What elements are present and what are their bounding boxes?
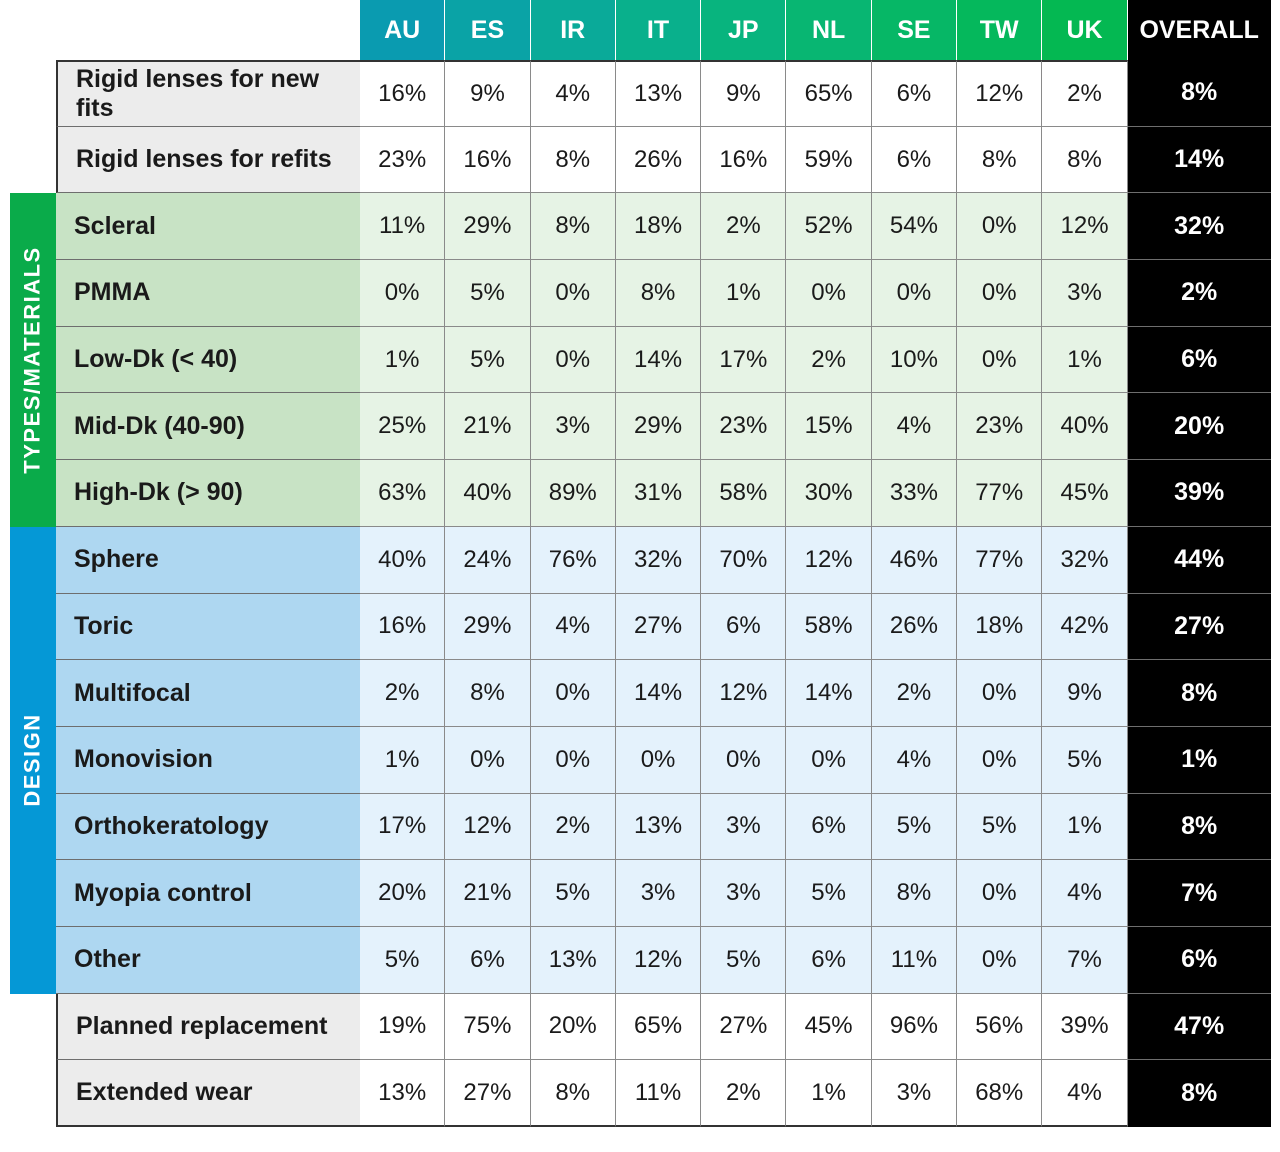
table-cell-overall: 2% (1128, 260, 1271, 327)
table-cell-jp: 0% (701, 727, 786, 794)
table-cell-uk: 8% (1042, 127, 1127, 194)
table-cell-it: 31% (616, 460, 701, 527)
row-label: Multifocal (56, 660, 360, 727)
row-label: Rigid lenses for new fits (56, 60, 360, 127)
table-cell-ir: 4% (531, 60, 616, 127)
table-cell-nl: 6% (786, 927, 871, 994)
table-cell-au: 16% (360, 594, 445, 661)
table-cell-au: 17% (360, 794, 445, 861)
table-cell-au: 40% (360, 527, 445, 594)
table-cell-uk: 4% (1042, 1060, 1127, 1127)
table-cell-uk: 45% (1042, 460, 1127, 527)
table-cell-es: 27% (445, 1060, 530, 1127)
table-cell-jp: 2% (701, 193, 786, 260)
table-cell-nl: 30% (786, 460, 871, 527)
table-cell-uk: 3% (1042, 260, 1127, 327)
table-cell-overall: 6% (1128, 927, 1271, 994)
table-cell-ir: 13% (531, 927, 616, 994)
table-cell-tw: 0% (957, 860, 1042, 927)
table-cell-it: 32% (616, 527, 701, 594)
table-cell-tw: 5% (957, 794, 1042, 861)
table-cell-ir: 0% (531, 260, 616, 327)
table-cell-nl: 14% (786, 660, 871, 727)
table-cell-ir: 8% (531, 127, 616, 194)
table-cell-overall: 14% (1128, 127, 1271, 194)
column-header-tw: TW (957, 0, 1042, 60)
table-cell-it: 3% (616, 860, 701, 927)
table-cell-jp: 23% (701, 393, 786, 460)
table-cell-overall: 20% (1128, 393, 1271, 460)
row-label: Planned replacement (56, 994, 360, 1061)
table-cell-uk: 40% (1042, 393, 1127, 460)
table-cell-tw: 0% (957, 260, 1042, 327)
table-cell-uk: 2% (1042, 60, 1127, 127)
row-label: Monovision (56, 727, 360, 794)
table-cell-uk: 12% (1042, 193, 1127, 260)
table-cell-nl: 58% (786, 594, 871, 661)
table-cell-se: 4% (872, 727, 957, 794)
table-cell-tw: 18% (957, 594, 1042, 661)
table-cell-es: 8% (445, 660, 530, 727)
table-cell-overall: 32% (1128, 193, 1271, 260)
table-cell-nl: 52% (786, 193, 871, 260)
table-cell-ir: 2% (531, 794, 616, 861)
table-cell-ir: 8% (531, 1060, 616, 1127)
table-cell-se: 11% (872, 927, 957, 994)
row-label: Sphere (56, 527, 360, 594)
row-label: Low-Dk (< 40) (56, 327, 360, 394)
table-cell-overall: 8% (1128, 1060, 1271, 1127)
column-header-overall: OVERALL (1128, 0, 1271, 60)
table-cell-uk: 7% (1042, 927, 1127, 994)
table-cell-se: 5% (872, 794, 957, 861)
table-cell-ir: 20% (531, 994, 616, 1061)
table-cell-au: 20% (360, 860, 445, 927)
table-cell-ir: 0% (531, 327, 616, 394)
column-header-se: SE (872, 0, 957, 60)
column-header-es: ES (445, 0, 530, 60)
table-cell-nl: 0% (786, 260, 871, 327)
table-cell-overall: 6% (1128, 327, 1271, 394)
table-cell-es: 40% (445, 460, 530, 527)
table-cell-nl: 59% (786, 127, 871, 194)
table-cell-es: 9% (445, 60, 530, 127)
table-cell-jp: 1% (701, 260, 786, 327)
table-cell-tw: 8% (957, 127, 1042, 194)
column-header-it: IT (616, 0, 701, 60)
table-cell-ir: 5% (531, 860, 616, 927)
table-cell-jp: 17% (701, 327, 786, 394)
table-cell-es: 0% (445, 727, 530, 794)
table-cell-jp: 16% (701, 127, 786, 194)
row-label: Rigid lenses for refits (56, 127, 360, 194)
table-cell-nl: 0% (786, 727, 871, 794)
table-cell-es: 16% (445, 127, 530, 194)
table-cell-tw: 12% (957, 60, 1042, 127)
table-cell-overall: 8% (1128, 60, 1271, 127)
table-cell-uk: 5% (1042, 727, 1127, 794)
table-cell-es: 12% (445, 794, 530, 861)
table-cell-se: 33% (872, 460, 957, 527)
table-cell-jp: 2% (701, 1060, 786, 1127)
table-cell-it: 8% (616, 260, 701, 327)
table-cell-au: 25% (360, 393, 445, 460)
table-cell-uk: 4% (1042, 860, 1127, 927)
table-cell-au: 5% (360, 927, 445, 994)
table-cell-se: 2% (872, 660, 957, 727)
table-cell-it: 14% (616, 327, 701, 394)
table-cell-es: 75% (445, 994, 530, 1061)
row-label: Scleral (56, 193, 360, 260)
table-cell-se: 4% (872, 393, 957, 460)
table-cell-nl: 2% (786, 327, 871, 394)
table-cell-it: 12% (616, 927, 701, 994)
table-cell-se: 10% (872, 327, 957, 394)
table-cell-overall: 39% (1128, 460, 1271, 527)
table-cell-se: 6% (872, 127, 957, 194)
table-cell-jp: 58% (701, 460, 786, 527)
table-cell-jp: 27% (701, 994, 786, 1061)
table-cell-jp: 12% (701, 660, 786, 727)
group-band-label: TYPES/MATERIALS (20, 246, 46, 474)
table-cell-it: 13% (616, 60, 701, 127)
table-cell-ir: 8% (531, 193, 616, 260)
table-cell-au: 0% (360, 260, 445, 327)
column-header-jp: JP (701, 0, 786, 60)
table-cell-nl: 65% (786, 60, 871, 127)
table-cell-ir: 0% (531, 660, 616, 727)
table-cell-ir: 3% (531, 393, 616, 460)
table-cell-overall: 44% (1128, 527, 1271, 594)
table-cell-es: 29% (445, 193, 530, 260)
table-cell-overall: 47% (1128, 994, 1271, 1061)
table-cell-se: 6% (872, 60, 957, 127)
row-label: PMMA (56, 260, 360, 327)
table-cell-it: 29% (616, 393, 701, 460)
table-cell-es: 21% (445, 860, 530, 927)
table-cell-ir: 89% (531, 460, 616, 527)
table-cell-nl: 15% (786, 393, 871, 460)
table-cell-se: 26% (872, 594, 957, 661)
table-cell-au: 1% (360, 327, 445, 394)
table-cell-it: 65% (616, 994, 701, 1061)
table-cell-jp: 70% (701, 527, 786, 594)
table-cell-tw: 0% (957, 193, 1042, 260)
table-cell-it: 0% (616, 727, 701, 794)
table-cell-nl: 12% (786, 527, 871, 594)
table-cell-jp: 9% (701, 60, 786, 127)
table-cell-nl: 6% (786, 794, 871, 861)
table-cell-se: 0% (872, 260, 957, 327)
table-cell-it: 11% (616, 1060, 701, 1127)
table-cell-tw: 56% (957, 994, 1042, 1061)
table-cell-uk: 42% (1042, 594, 1127, 661)
table-cell-nl: 1% (786, 1060, 871, 1127)
table-cell-overall: 7% (1128, 860, 1271, 927)
table-cell-tw: 23% (957, 393, 1042, 460)
table-cell-it: 13% (616, 794, 701, 861)
column-header-au: AU (360, 0, 445, 60)
row-label: Extended wear (56, 1060, 360, 1127)
table-cell-it: 27% (616, 594, 701, 661)
table-cell-overall: 8% (1128, 660, 1271, 727)
table-cell-tw: 68% (957, 1060, 1042, 1127)
table-cell-tw: 0% (957, 927, 1042, 994)
table-cell-es: 5% (445, 327, 530, 394)
column-header-ir: IR (531, 0, 616, 60)
table-cell-nl: 45% (786, 994, 871, 1061)
table-cell-au: 23% (360, 127, 445, 194)
table-cell-uk: 39% (1042, 994, 1127, 1061)
group-band-label: DESIGN (20, 713, 46, 807)
table-cell-es: 21% (445, 393, 530, 460)
row-label: Other (56, 927, 360, 994)
column-header-nl: NL (786, 0, 871, 60)
table-cell-se: 3% (872, 1060, 957, 1127)
row-label: Mid-Dk (40-90) (56, 393, 360, 460)
table-cell-tw: 77% (957, 527, 1042, 594)
table-cell-overall: 1% (1128, 727, 1271, 794)
table-cell-au: 63% (360, 460, 445, 527)
table-cell-au: 2% (360, 660, 445, 727)
table-cell-jp: 3% (701, 794, 786, 861)
table-cell-es: 29% (445, 594, 530, 661)
table-cell-it: 18% (616, 193, 701, 260)
table-cell-se: 54% (872, 193, 957, 260)
table-cell-jp: 3% (701, 860, 786, 927)
table-cell-uk: 1% (1042, 794, 1127, 861)
table-cell-es: 5% (445, 260, 530, 327)
table-cell-tw: 0% (957, 660, 1042, 727)
table-cell-uk: 1% (1042, 327, 1127, 394)
table-cell-overall: 27% (1128, 594, 1271, 661)
table-cell-ir: 76% (531, 527, 616, 594)
table-cell-se: 46% (872, 527, 957, 594)
row-label: High-Dk (> 90) (56, 460, 360, 527)
table-cell-ir: 4% (531, 594, 616, 661)
table-cell-se: 96% (872, 994, 957, 1061)
table-cell-tw: 77% (957, 460, 1042, 527)
table-cell-nl: 5% (786, 860, 871, 927)
table-cell-au: 19% (360, 994, 445, 1061)
table-cell-au: 16% (360, 60, 445, 127)
table-cell-au: 13% (360, 1060, 445, 1127)
table-cell-uk: 32% (1042, 527, 1127, 594)
table-cell-tw: 0% (957, 727, 1042, 794)
table-cell-overall: 8% (1128, 794, 1271, 861)
row-label: Toric (56, 594, 360, 661)
table-cell-jp: 5% (701, 927, 786, 994)
table-cell-it: 14% (616, 660, 701, 727)
group-band-types-materials (10, 193, 56, 526)
table-cell-jp: 6% (701, 594, 786, 661)
row-label: Myopia control (56, 860, 360, 927)
table-cell-es: 24% (445, 527, 530, 594)
table-cell-au: 11% (360, 193, 445, 260)
row-label: Orthokeratology (56, 794, 360, 861)
table-cell-au: 1% (360, 727, 445, 794)
group-band-design (10, 527, 56, 994)
table-cell-ir: 0% (531, 727, 616, 794)
table-cell-it: 26% (616, 127, 701, 194)
table-cell-tw: 0% (957, 327, 1042, 394)
column-header-uk: UK (1042, 0, 1127, 60)
table-cell-uk: 9% (1042, 660, 1127, 727)
table-cell-se: 8% (872, 860, 957, 927)
table-cell-es: 6% (445, 927, 530, 994)
